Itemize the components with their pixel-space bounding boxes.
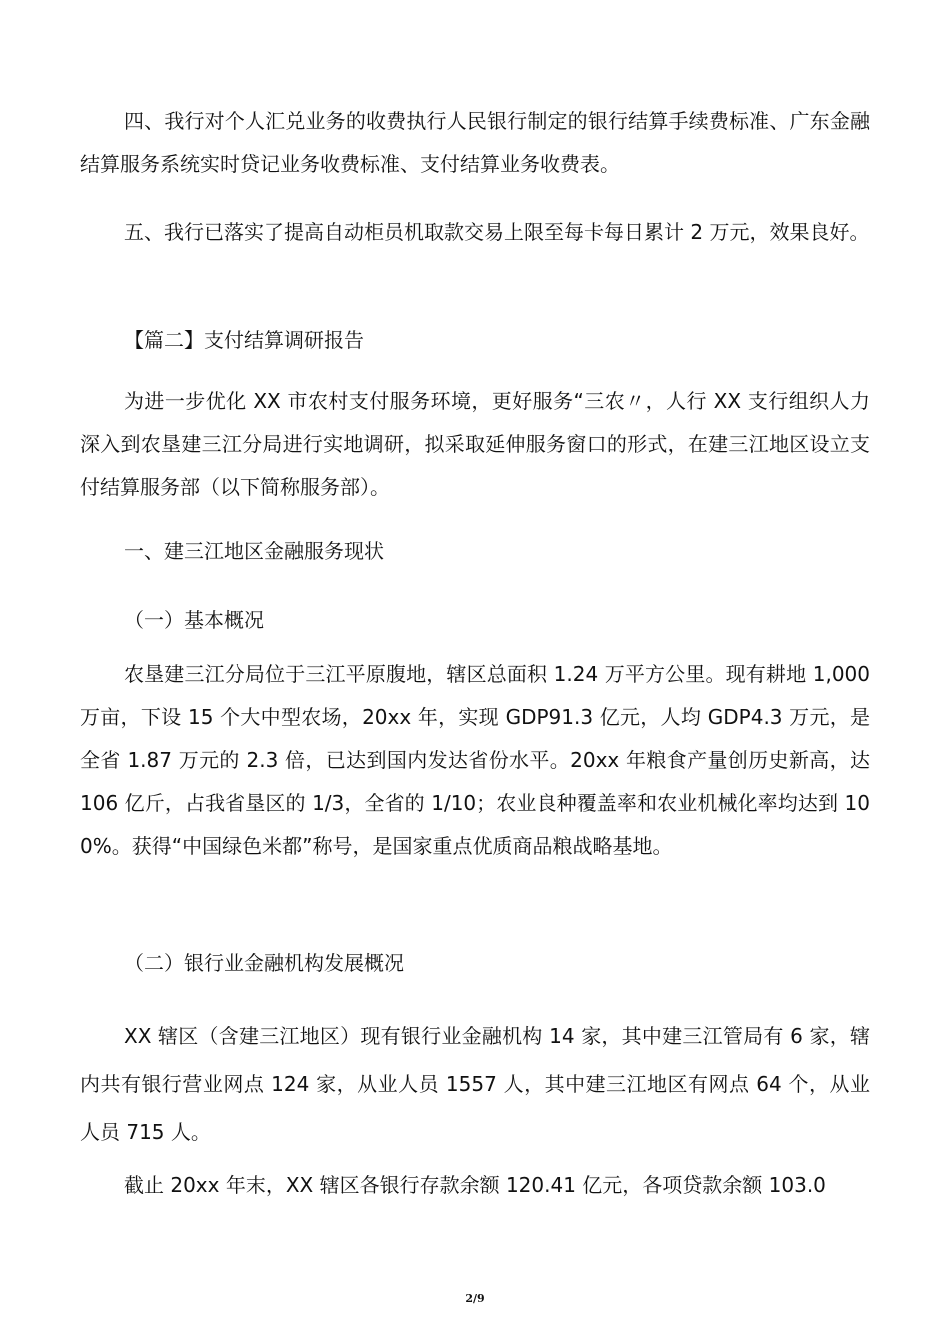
paragraph-basic-overview: 农垦建三江分局位于三江平原腹地，辖区总面积 1.24 万平方公里。现有耕地 1,000 万亩，下设 15 个大中型农场，20xx 年，实现 GDP91.3 亿元，人均 GDP4.3 万元，是全省 1.87 万元的 2.3 倍，已达到国内发达省份水平。20xx 年粮食产量创历史新高，达 106 亿斤，占我省垦区的 1/3，全省的 1/10；农业良种覆盖率和农业机械化率均达到 100%。获得“中国绿色米都”称号，是国家重点优质商品粮战略基地。: [80, 662, 870, 858]
paragraph-fee-standard: 四、我行对个人汇兑业务的收费执行人民银行制定的银行结算手续费标准、广东金融结算服务系统实时贷记业务收费标准、支付结算业务收费表。: [80, 109, 870, 176]
heading-financial-service-status: 一、建三江地区金融服务现状: [124, 539, 384, 563]
heading-banking-overview: （二）银行业金融机构发展概况: [124, 951, 404, 975]
paragraph-deposit-balance: 截止 20xx 年末，XX 辖区各银行存款余额 120.41 亿元，各项贷款余额 103.0: [124, 1173, 826, 1197]
paragraph-banking-overview: XX 辖区（含建三江地区）现有银行业金融机构 14 家，其中建三江管局有 6 家，辖内共有银行营业网点 124 家，从业人员 1557 人，其中建三江地区有网点 64 个，从业人员 715 人。: [80, 1024, 870, 1144]
heading-basic-overview: （一）基本概况: [124, 608, 264, 632]
paragraph-atm-limit: 五、我行已落实了提高自动柜员机取款交易上限至每卡每日累计 2 万元，效果良好。: [124, 220, 870, 244]
section-heading-part-two: 【篇二】支付结算调研报告: [124, 328, 364, 352]
paragraph-intro: 为进一步优化 XX 市农村支付服务环境，更好服务“三农〃，人行 XX 支行组织人力深入到农垦建三江分局进行实地调研，拟采取延伸服务窗口的形式，在建三江地区设立支付结算服务部（以下简称服务部）。: [80, 389, 870, 499]
page-number: 2/9: [465, 1292, 485, 1305]
